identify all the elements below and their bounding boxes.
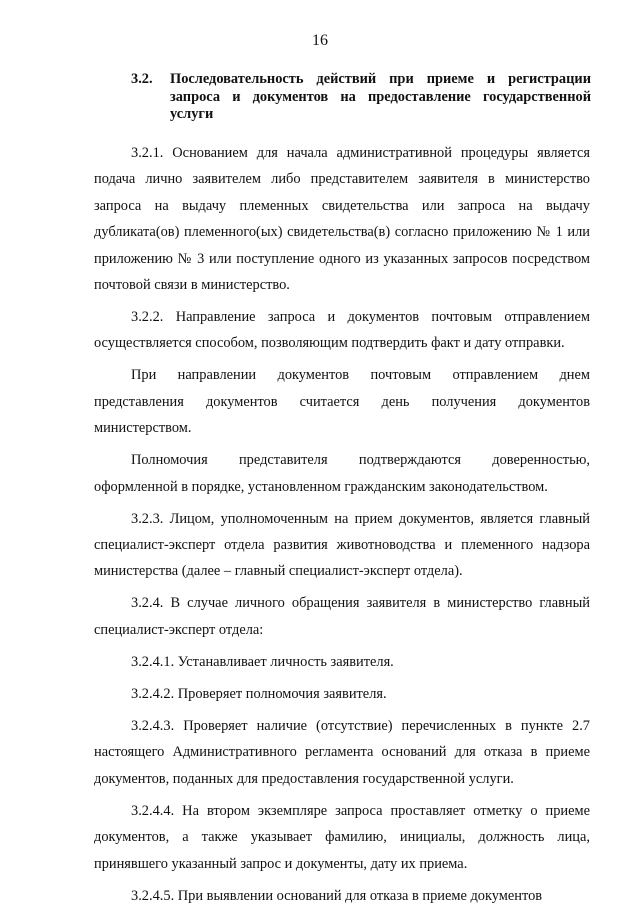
paragraph-postal-delivery-date: При направлении документов почтовым отправлением днем представления документов считается день получения документов министерством. — [94, 367, 590, 437]
paragraph-3-2-4: 3.2.4. В случае личного обращения заявителя в министерство главный специалист-эксперт отдела: — [94, 595, 590, 638]
page-number: 16 — [312, 32, 328, 49]
paragraph-3-2-4-3: 3.2.4.3. Проверяет наличие (отсутствие) перечисленных в пункте 2.7 настоящего Административного регламента оснований для отказа в приеме документов, поданных для предоставления государственной услуги. — [94, 717, 590, 787]
document-body — [94, 140, 590, 909]
section-title: Последовательность действий при приеме и регистрации запроса и документов на предоставление государственной услуги — [170, 71, 591, 122]
paragraph-3-2-4-1: 3.2.4.1. Устанавливает личность заявителя. — [131, 653, 394, 670]
section-heading — [131, 71, 591, 124]
paragraph-representative-authority: Полномочия представителя подтверждаются доверенностью, оформленной в порядке, установленном гражданским законодательством. — [94, 452, 590, 495]
paragraph-3-2-4-5: 3.2.4.5. При выявлении оснований для отказа в приеме документов — [131, 887, 543, 904]
paragraph-3-2-2: 3.2.2. Направление запроса и документов почтовым отправлением осуществляется способом, позволяющим подтвердить факт и дату отправки. — [94, 309, 590, 352]
paragraph-3-2-4-2: 3.2.4.2. Проверяет полномочия заявителя. — [131, 685, 387, 702]
section-number: 3.2. — [131, 71, 153, 87]
paragraph-3-2-3: 3.2.3. Лицом, уполномоченным на прием документов, является главный специалист-эксперт отдела развития животноводства и племенного надзора министерства (далее – главный специалист-эксперт отдела). — [94, 510, 590, 580]
paragraph-3-2-1: 3.2.1. Основанием для начала административной процедуры является подача лично заявителем либо представителем заявителя в министерство запроса на выдачу племенных свидетельства или запроса на выдачу дубликата(ов) племенного(ых) свидетельства(в) согласно приложению № 1 или приложению № 3 или поступление одного из указанных запросов посредством почтовой связи в министерство. — [94, 145, 590, 294]
paragraph-3-2-4-4: 3.2.4.4. На втором экземпляре запроса проставляет отметку о приеме документов, а также указывает фамилию, инициалы, должность лица, принявшего указанный запрос и документы, дату их приема. — [94, 802, 590, 872]
